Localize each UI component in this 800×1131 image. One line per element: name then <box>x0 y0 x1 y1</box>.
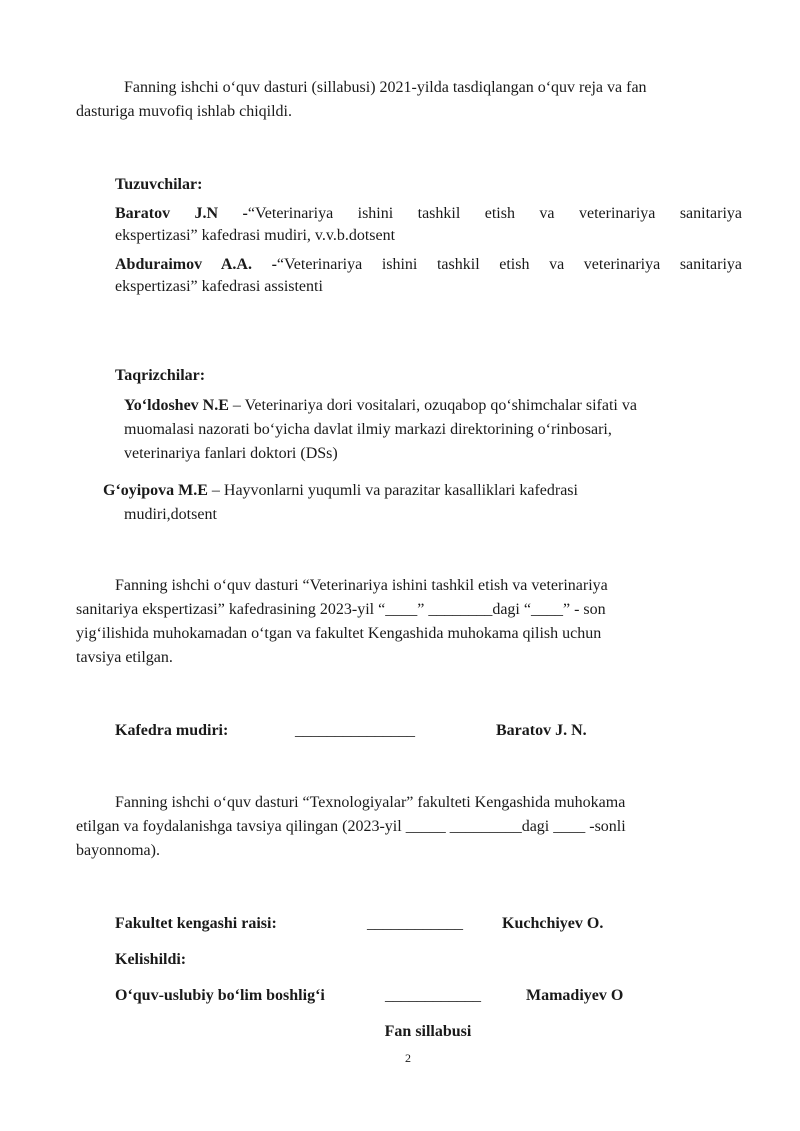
reviewer-name: Yo‘ldoshev N.E <box>124 397 229 414</box>
reviewers-heading: Taqrizchilar: <box>115 367 206 384</box>
author-name: Abduraimov A.A. <box>115 256 252 273</box>
reviewer-text: Veterinariya dori vositalari, ozuqabop qo‘shimchalar sifati va <box>244 397 637 414</box>
intro-paragraph <box>76 76 742 124</box>
faculty-line-1: Fanning ishchi o‘quv dasturi “Texnologiyalar” fakulteti Kengashida muhokama <box>115 794 626 811</box>
faculty-council-signature-line: ____________ <box>367 915 463 932</box>
reviewer-text: Hayvonlarni yuqumli va parazitar kasalliklari kafedrasi <box>223 482 578 499</box>
faculty-council-chair-label: Fakultet kengashi raisi: <box>115 915 277 932</box>
author-separator: - <box>218 205 248 222</box>
department-line-1: Fanning ishchi o‘quv dasturi “Veterinariya ishini tashkil etish va veterinariya <box>115 577 608 594</box>
reviewer-item-2 <box>103 479 743 527</box>
page-number: 2 <box>405 1051 411 1065</box>
dept-head-signature-line: _______________ <box>295 722 415 739</box>
reviewer-text-cont: veterinariya fanlari doktori (DSs) <box>124 445 338 462</box>
methodology-head-signature-line: ____________ <box>385 987 481 1004</box>
author-text-cont: ekspertizasi” kafedrasi mudiri, v.v.b.dotsent <box>115 227 396 244</box>
reviewer-item-1 <box>124 394 764 466</box>
reviewer-separator: – <box>228 397 245 414</box>
intro-line-2: dasturiga muvofiq ishlab chiqildi. <box>76 103 292 120</box>
reviewer-separator: – <box>207 482 224 499</box>
faculty-paragraph <box>76 791 756 863</box>
author-text: “Veterinariya ishini tashkil etish va veterinariya sanitariya <box>247 205 743 222</box>
methodology-head-name: Mamadiyev O <box>526 987 624 1004</box>
author-text-cont: ekspertizasi” kafedrasi assistenti <box>115 278 323 295</box>
reviewer-name: G‘oyipova M.E <box>103 482 208 499</box>
faculty-council-chair-name: Kuchchiyev O. <box>502 915 604 932</box>
faculty-line-3: bayonnoma). <box>76 842 160 859</box>
reviewer-text-cont: muomalasi nazorati bo‘yicha davlat ilmiy markazi direktorining o‘rinbosari, <box>124 421 612 438</box>
author-text: “Veterinariya ishini tashkil etish va veterinariya sanitariya <box>276 256 743 273</box>
intro-line-1: Fanning ishchi o‘quv dasturi (sillabusi) 2021-yilda tasdiqlangan o‘quv reja va fan <box>124 79 647 96</box>
author-item-1 <box>115 202 742 246</box>
faculty-line-2: etilgan va foydalanishga tavsiya qilingan (2023-yil _____ _________dagi ____ -sonli <box>76 818 626 835</box>
department-line-3: yig‘ilishida muhokamadan o‘tgan va fakultet Kengashida muhokama qilish uchun <box>76 625 602 642</box>
reviewer-text-cont: mudiri,dotsent <box>124 506 217 523</box>
author-item-2 <box>115 253 742 297</box>
footer-title: Fan sillabusi <box>384 1023 472 1040</box>
department-line-4: tavsiya etilgan. <box>76 649 173 666</box>
department-paragraph <box>76 574 742 670</box>
methodology-head-label: O‘quv-uslubiy bo‘lim boshlig‘i <box>115 987 325 1004</box>
authors-heading: Tuzuvchilar: <box>115 176 203 193</box>
author-separator: - <box>251 256 277 273</box>
department-line-2: sanitariya ekspertizasi” kafedrasining 2023-yil “____” ________dagi “____” - son <box>76 601 606 618</box>
author-name: Baratov J.N <box>115 205 219 222</box>
dept-head-name: Baratov J. N. <box>496 722 587 739</box>
dept-head-label: Kafedra mudiri: <box>115 722 229 739</box>
agreed-label: Kelishildi: <box>115 951 187 968</box>
